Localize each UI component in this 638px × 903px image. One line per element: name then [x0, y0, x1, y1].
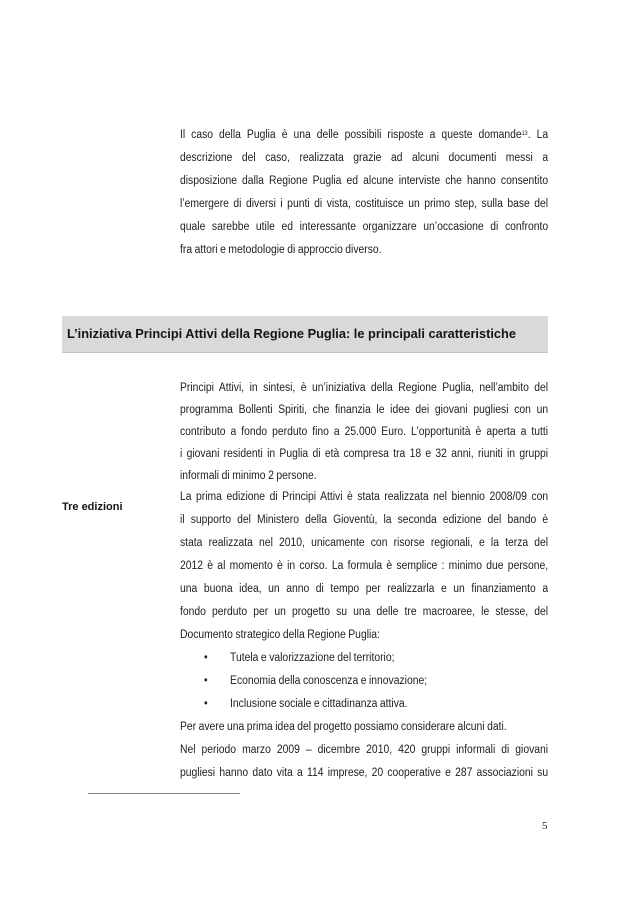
intro-paragraph: [180, 124, 548, 262]
bullet-text: Inclusione sociale e cittadinanza attiva.: [230, 698, 408, 710]
bullet-text: Tutela e valorizzazione del territorio;: [230, 652, 395, 664]
text-line: una buona idea, un anno di tempo per realizzarla e un finanziamento a: [180, 583, 549, 595]
text-line: fondo perduto per un progetto su una delle tre macroaree, le stesse, del: [180, 606, 549, 618]
text-line-end: . La: [527, 129, 549, 141]
text-line: quale sarebbe utile ed interessante organizzare un’occasione di confronto: [180, 221, 549, 233]
text-line: Nel periodo marzo 2009 – dicembre 2010, 420 gruppi informali di giovani: [180, 744, 549, 756]
text-line: programma Bollenti Spiriti, che finanzia le idee dei giovani pugliesi con un: [180, 404, 549, 416]
text-line: [180, 124, 548, 147]
text-line: La prima edizione di Principi Attivi è stata realizzata nel biennio 2008/09 con: [180, 491, 549, 503]
section-heading: L’iniziativa Principi Attivi della Regione Puglia: le principali caratteristiche: [67, 326, 516, 341]
editions-label: Tre edizioni: [62, 501, 123, 513]
text-line: 2012 è al momento è in corso. La formula è semplice : minimo due persone,: [180, 560, 549, 572]
text-line: i giovani residenti in Puglia di età compresa tra 18 e 32 anni, riuniti in gruppi: [180, 448, 549, 460]
bullet-item: [180, 693, 548, 716]
text-line: contributo a fondo perduto fino a 25.000 Euro. L'opportunità è aperta a tutti: [180, 426, 549, 438]
text-line: disposizione dalla Regione Puglia ed alcune interviste che hanno consentito: [180, 175, 549, 187]
text-line: l’emergere di diversi i punti di vista, costituisce un primo step, sulla base del: [180, 198, 549, 210]
bullet-item: [180, 670, 548, 693]
page-number: 5: [542, 820, 548, 832]
text-line: Per avere una prima idea del progetto possiamo considerare alcuni dati.: [180, 721, 507, 733]
footnote-separator: [88, 793, 240, 794]
bullet-icon: •: [204, 698, 208, 710]
text-line: descrizione del caso, realizzata grazie ad alcuni documenti messi a: [180, 152, 549, 164]
editions-paragraph: [180, 486, 548, 785]
text-line: stata realizzata nel 2010, unicamente con risorse regionali, e la terza del: [180, 537, 549, 549]
footnote-reference: 13: [521, 131, 528, 137]
bullet-icon: •: [204, 675, 208, 687]
text-line-start: Il caso della Puglia è una delle possibili risposte a queste domande: [180, 129, 522, 141]
text-line: fra attori e metodologie di approccio diverso.: [180, 244, 382, 256]
bullet-item: [180, 647, 548, 670]
text-line: informali di minimo 2 persone.: [180, 470, 317, 482]
bullet-text: Economia della conoscenza e innovazione;: [230, 675, 428, 687]
section-heading-band: [62, 316, 548, 353]
text-line: Documento strategico della Regione Puglia:: [180, 629, 380, 641]
bullet-icon: •: [204, 652, 208, 664]
text-line: Principi Attivi, in sintesi, è un’iniziativa della Regione Puglia, nell’ambito del: [180, 382, 549, 394]
overview-paragraph: [180, 377, 548, 487]
text-line: pugliesi hanno dato vita a 114 imprese, 20 cooperative e 287 associazioni su: [180, 767, 549, 779]
text-line: il supporto del Ministero della Gioventù, la seconda edizione del bando è: [180, 514, 549, 526]
